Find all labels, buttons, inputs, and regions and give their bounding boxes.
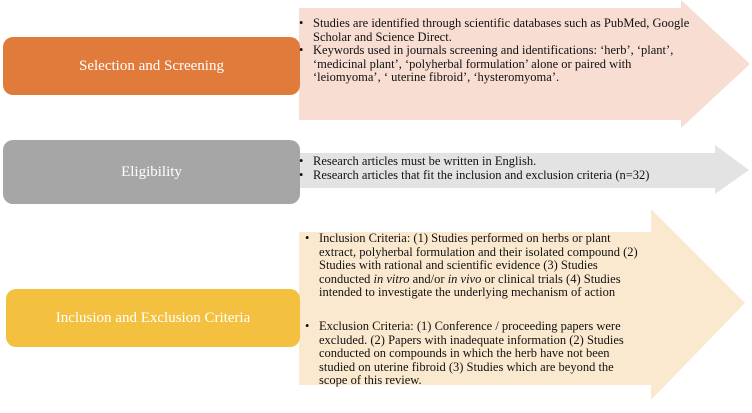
bullet-item: • Exclusion Criteria: (1) Conference / proceeding papers were excluded. (2) Papers with inadequate information (2) Studies conducted on compounds in which the herb have not been studied on uterine fibroid (3) Studies which are beyond the scope of this review. [305,318,624,388]
selection-screening-bullets [299,17,699,85]
eligibility-box [3,140,300,204]
bullet-item: • Research articles must be written in English. [299,154,537,168]
eligibility-bullets [299,155,719,182]
selection-screening-label: Selection and Screening [79,57,224,74]
bullet-item: • Inclusion Criteria: (1) Studies performed on herbs or plant extract, polyherbal formulation and their isolated compound (2) Studies with rational and scientific evidence (3) Studies conducted in vitro and/or in vivo or clinical trials (4) Studies intended to investigate the underlying mechanism of action [305,231,638,300]
bullet-item: • Studies are identified through scientific databases such as PubMed, Google Scholar and Science Direct. [299,16,690,44]
bullet-text: Research articles must be written in English. [313,154,537,168]
bullet-item: • Research articles that fit the inclusion and exclusion criteria (n=32) [299,167,650,182]
bullet-text: Inclusion Criteria: (1) Studies performed on herbs or plant extract, polyherbal formulation and their isolated compound (2) Studies with rational and scientific evidence (3) Studies conducted in vitro and/or in vivo or clinical trials (4) Studies intended to investigate the underlying mechanism of action [319,231,638,300]
bullet-text: Exclusion Criteria: (1) Conference / proceeding papers were excluded. (2) Papers with inadequate information (2) Studies conducted on compounds in which the herb have not been studied on uterine fibroid (3) Studies which are beyond the scope of this review. [319,318,624,388]
selection-screening-box [3,37,300,95]
bullet-text: Keywords used in journals screening and identifications: ‘herb’, ‘plant’, ‘medicinal plant’, ‘polyherbal formulation’ alone or paired with ‘leiomyoma’, ‘ uterine fibroid’, ‘hysteromyoma’. [313,43,674,85]
bullet-item: • Keywords used in journals screening and identifications: ‘herb’, ‘plant’, ‘medicinal plant’, ‘polyherbal formulation’ alone or paired with ‘leiomyoma’, ‘ uterine fibroid’, ‘hysteromyoma’. [299,43,674,85]
eligibility-label: Eligibility [121,163,182,180]
inclusion-exclusion-label: Inclusion and Exclusion Criteria [55,309,251,326]
inclusion-exclusion-box [6,289,300,347]
bullet-text: Research articles that fit the inclusion and exclusion criteria (n=32) [313,167,650,182]
inclusion-exclusion-bullets [305,232,645,388]
bullet-text: Studies are identified through scientific databases such as PubMed, Google Scholar and Science Direct. [313,16,690,44]
